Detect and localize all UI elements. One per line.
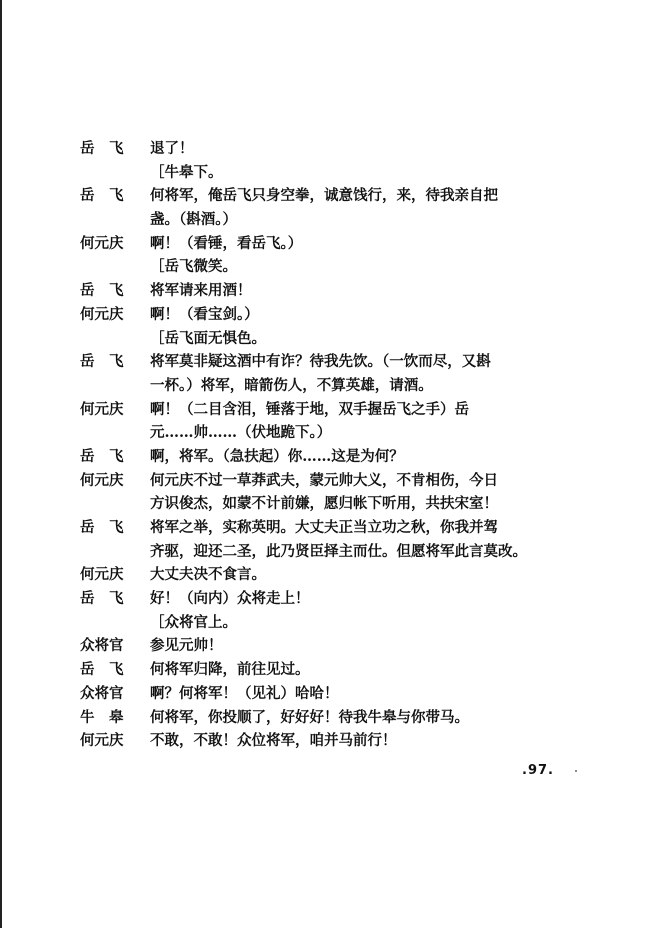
page-number: .97. <box>522 763 554 778</box>
dialogue-line <box>80 729 600 753</box>
speaker-name: 岳 飞 <box>80 519 124 536</box>
speaker-name: 何元庆 <box>80 566 124 584</box>
continuation-line <box>80 421 600 445</box>
dialogue-text: 啊！（看宝剑。） <box>150 305 259 323</box>
speaker-name: 何元庆 <box>80 471 124 489</box>
dialogue-text: 何将军，俺岳飞只身空拳，诚意饯行，来，待我亲自把 <box>150 187 498 205</box>
continuation-text: 盏。（斟酒。） <box>150 211 237 229</box>
dialogue-line <box>80 279 600 303</box>
dialogue-text: 何将军，你投顺了，好好好！待我牛皋与你带马。 <box>150 708 469 726</box>
dialogue-text: 啊！（看锤，看岳飞。） <box>150 234 303 252</box>
dialogue-text: 退了！ <box>150 140 194 157</box>
dialogue-text: 大丈夫决不食言。 <box>150 566 266 584</box>
dialogue-line <box>80 634 600 658</box>
speaker-name: 岳 飞 <box>80 447 124 465</box>
continuation-line <box>80 492 600 516</box>
dialogue-line <box>80 587 600 611</box>
dialogue-line <box>80 682 600 706</box>
speaker-name: 岳 飞 <box>80 187 124 205</box>
speaker-name: 众将官 <box>80 684 124 702</box>
dialogue-text: 何将军归降，前往见过。 <box>150 661 310 679</box>
dialogue-line <box>80 184 600 208</box>
speaker-name: 众将官 <box>80 637 124 655</box>
continuation-line <box>80 208 600 232</box>
continuation-text: 方识俊杰，如蒙不计前嫌，愿归帐下听用，共扶宋室！ <box>150 495 498 513</box>
dialogue-text: 不敢，不敢！众位将军，咱并马前行！ <box>150 732 397 750</box>
dialogue-line <box>80 303 600 327</box>
speaker-name: 岳 飞 <box>80 661 124 679</box>
speaker-name: 何元庆 <box>80 400 124 418</box>
stage-direction-line <box>80 161 600 185</box>
dialogue-text: 将军莫非疑这酒中有诈？待我先饮。（一饮而尽，又斟 <box>150 353 491 371</box>
dialogue-line <box>80 706 600 730</box>
script-body <box>80 137 600 753</box>
continuation-text: 一杯。）将军，暗箭伤人，不算英雄，请酒。 <box>150 376 433 394</box>
page-left-border <box>0 0 2 928</box>
dialogue-line <box>80 398 600 422</box>
dialogue-line <box>80 469 600 493</box>
scan-speck <box>575 770 577 772</box>
dialogue-line <box>80 137 600 161</box>
continuation-text: 元……帅……（伏地跪下。） <box>150 424 332 442</box>
speaker-name: 岳 飞 <box>80 590 124 608</box>
speaker-name: 何元庆 <box>80 305 124 323</box>
dialogue-text: 将军请来用酒！ <box>150 282 252 300</box>
stage-direction-line <box>80 327 600 351</box>
dialogue-text: 啊？何将军！（见礼）哈哈！ <box>150 684 339 702</box>
continuation-line <box>80 374 600 398</box>
speaker-name: 岳 飞 <box>80 140 124 157</box>
dialogue-text: 啊！（二目含泪，锤落于地，双手握岳飞之手）岳 <box>150 400 469 418</box>
stage-direction-text: ［牛皋下。 <box>150 163 223 181</box>
speaker-name: 岳 飞 <box>80 353 124 371</box>
dialogue-text: 啊，将军。（急扶起）你……这是为何？ <box>150 447 404 465</box>
continuation-line <box>80 540 600 564</box>
dialogue-line <box>80 563 600 587</box>
dialogue-line <box>80 445 600 469</box>
stage-direction-line <box>80 611 600 635</box>
dialogue-text: 何元庆不过一草莽武夫，蒙元帅大义，不肯相伤，今日 <box>150 471 498 489</box>
speaker-name: 岳 飞 <box>80 282 124 300</box>
stage-direction-line <box>80 255 600 279</box>
dialogue-line <box>80 658 600 682</box>
dialogue-line <box>80 232 600 256</box>
speaker-name: 何元庆 <box>80 234 124 252</box>
stage-direction-text: ［岳飞微笑。 <box>150 258 237 276</box>
continuation-text: 齐驱，迎还二圣，此乃贤臣择主而仕。但愿将军此言莫改。 <box>150 542 527 560</box>
stage-direction-text: ［岳飞面无惧色。 <box>150 329 266 347</box>
speaker-name: 何元庆 <box>80 732 124 750</box>
dialogue-line <box>80 516 600 540</box>
stage-direction-text: ［众将官上。 <box>150 613 237 631</box>
dialogue-text: 参见元帅！ <box>150 637 223 655</box>
dialogue-text: 将军之举，实称英明。大丈夫正当立功之秋，你我并驾 <box>150 519 498 536</box>
dialogue-text: 好！（向内）众将走上！ <box>150 590 310 608</box>
speaker-name: 牛 皋 <box>80 708 124 726</box>
dialogue-line <box>80 350 600 374</box>
